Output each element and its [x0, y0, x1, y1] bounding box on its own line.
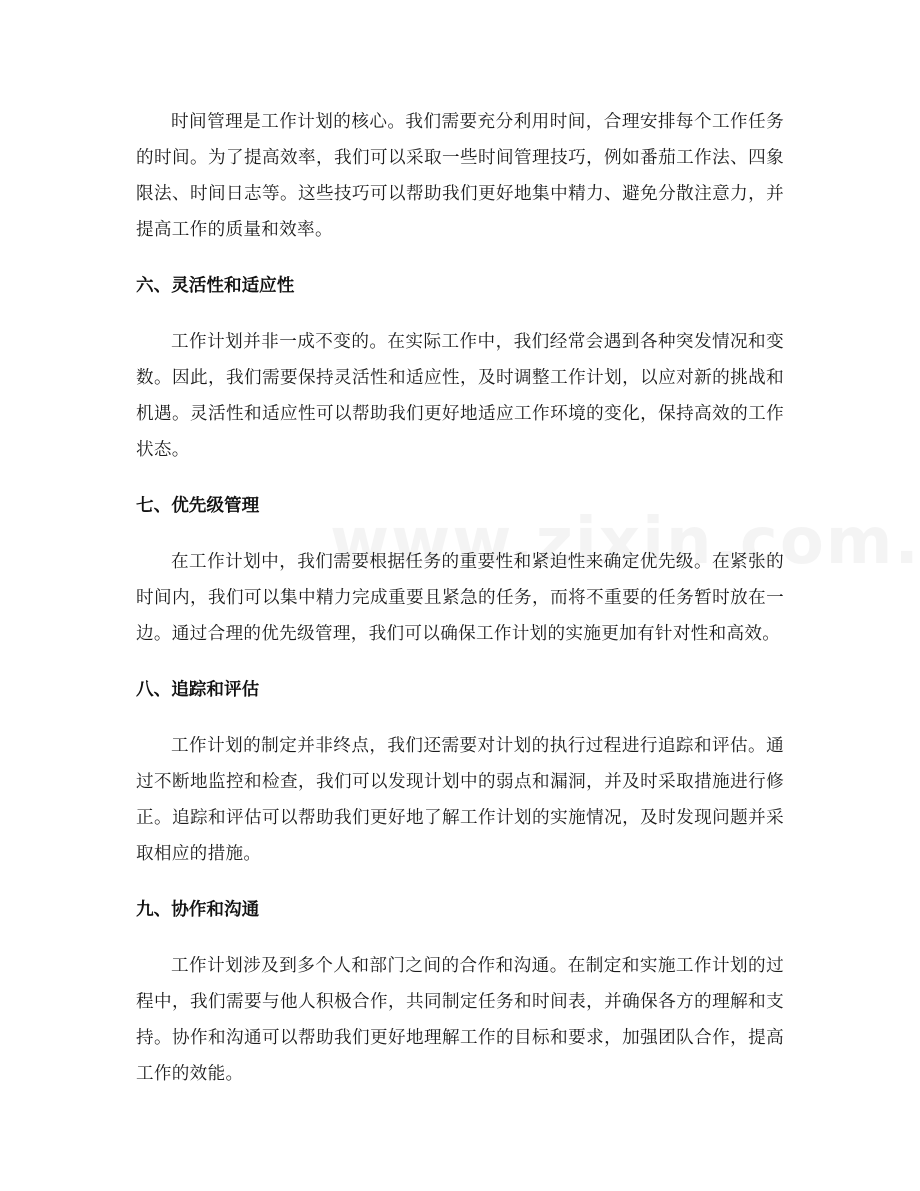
spacer [136, 468, 784, 488]
section-heading-7: 七、优先级管理 [136, 496, 260, 516]
spacer [136, 928, 784, 948]
spacer [136, 304, 784, 324]
section-heading-9: 九、协作和沟通 [136, 900, 260, 920]
spacer [136, 708, 784, 728]
section-paragraph-7: 在工作计划中，我们需要根据任务的重要性和紧迫性来确定优先级。在紧张的时间内，我们可以集中精力完成重要且紧急的任务，而将不重要的任务暂时放在一边。通过合理的优先级管理，我们可以确保工作计划的实施更加有针对性和高效。 [136, 552, 784, 644]
section-paragraph-8: 工作计划的制定并非终点，我们还需要对计划的执行过程进行追踪和评估。通过不断地监控和检查，我们可以发现计划中的弱点和漏洞，并及时采取措施进行修正。追踪和评估可以帮助我们更好地了解工作计划的实施情况，及时发现问题并采取相应的措施。 [136, 736, 784, 864]
section-paragraph-6: 工作计划并非一成不变的。在实际工作中，我们经常会遇到各种突发情况和变数。因此，我们需要保持灵活性和适应性，及时调整工作计划，以应对新的挑战和机遇。灵活性和适应性可以帮助我们更好地适应工作环境的变化，保持高效的工作状态。 [136, 332, 784, 460]
section-heading-8: 八、追踪和评估 [136, 680, 260, 700]
section-heading-6: 六、灵活性和适应性 [136, 276, 295, 296]
spacer [136, 652, 784, 672]
spacer [136, 248, 784, 268]
section-paragraph-9: 工作计划涉及到多个人和部门之间的合作和沟通。在制定和实施工作计划的过程中，我们需要与他人积极合作，共同制定任务和时间表，并确保各方的理解和支持。协作和沟通可以帮助我们更好地理解工作的目标和要求，加强团队合作，提高工作的效能。 [136, 956, 784, 1084]
spacer [136, 872, 784, 892]
spacer [136, 524, 784, 544]
document-body [136, 104, 784, 1092]
intro-paragraph: 时间管理是工作计划的核心。我们需要充分利用时间，合理安排每个工作任务的时间。为了提高效率，我们可以采取一些时间管理技巧，例如番茄工作法、四象限法、时间日志等。这些技巧可以帮助我们更好地集中精力、避免分散注意力，并提高工作的质量和效率。 [136, 112, 784, 240]
